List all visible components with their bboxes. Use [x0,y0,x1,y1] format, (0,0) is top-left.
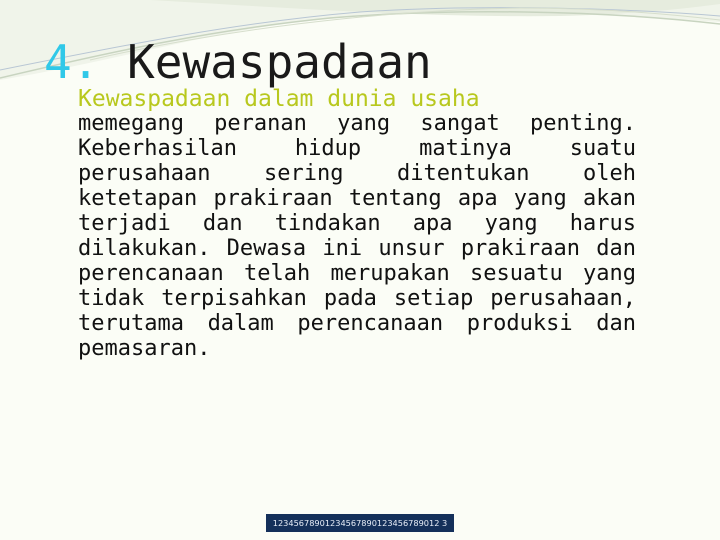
slide-subtitle: Kewaspadaan dalam dunia usaha [78,86,480,112]
title-number: 4. [44,35,100,89]
body-paragraph: memegang peranan yang sangat penting. Keberhasilan hidup matinya suatu perusahaan sering ditentukan oleh ketetapan prakiraan tentang apa yang akan terjadi dan tindakan apa yang harus dilakukan. Dewasa ini unsur prakiraan dan perencanaan telah merupakan sesuatu yang tidak terpisahkan pada setiap perusahaan, terutama dalam perencanaan produksi dan pemasaran. [78,111,636,361]
footer-number-bar: 12345678901234567890123456789012 3 [266,514,454,532]
slide-title [44,36,432,88]
title-text: Kewaspadaan [127,35,432,89]
